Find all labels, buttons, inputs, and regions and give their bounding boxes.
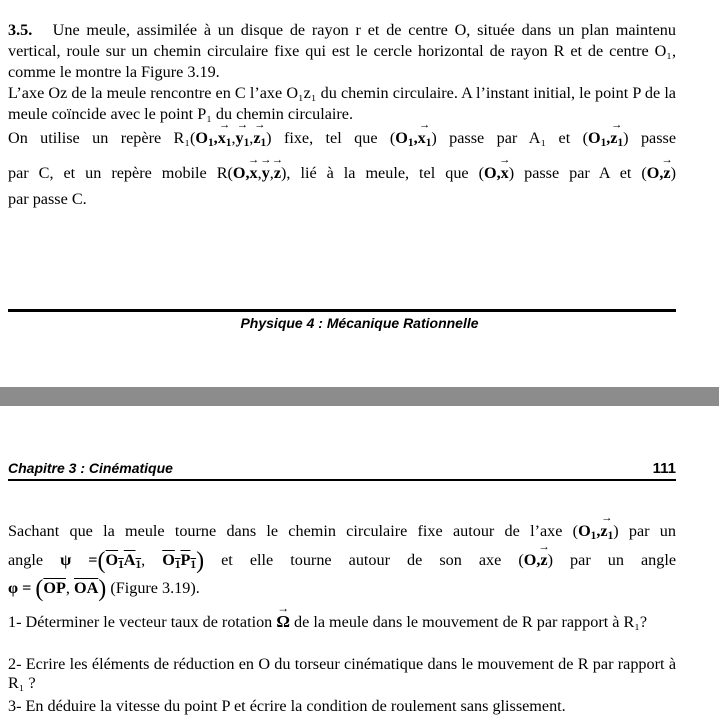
phi-symbol: φ = (8, 579, 32, 597)
s1-start: Sachant que la meule tourne dans le chemin circulaire fixe autour de l’axe ( (8, 522, 579, 540)
exercise-paragraph-1 (8, 20, 676, 82)
footer-rule (8, 309, 676, 312)
q1-part-a: 1- Déterminer le vecteur taux de rotation (8, 613, 273, 631)
exercise-paragraph-3-line-2: par C, et un repère mobile R(O,→ x,→ y,→ z), lié à la meule, tel que (O,→ x) passe par A et (O,→ z) (8, 163, 676, 184)
exercise-paragraph-3-line-1: On utilise un repère $R_1(O_1,\to x_1,\to y_1,\to z_1)$ fixe, tel que $(O_1,\to x_1)$ passe par A₁ et $(O_1,\to z_1)$ passe (8, 128, 676, 154)
figure-reference: (Figure 3.19). (110, 579, 200, 597)
question-2 (8, 655, 676, 693)
header-rule (8, 479, 676, 481)
chapter-title: Chapitre 3 : Cinématique (8, 460, 173, 476)
q3-text: 3- En déduire la vitesse du point P et écrire la condition de roulement sans glissement. (8, 697, 566, 715)
question-3 (8, 696, 676, 717)
paragraph-2-text: L’axe Oz de la meule rencontre en C l’axe O₁z₁ du chemin circulaire. A l’instant initial, le point P de la meule coïncide avec le point P₁ du chemin circulaire. (8, 84, 676, 123)
p3-line3: par passe C. (8, 190, 87, 208)
p3-line2-mid2: ) passe par A et ( (508, 164, 647, 182)
paragraph-1-text: Une meule, assimilée à un disque de rayon r et de centre O, située dans un plan maintenu vertical, roule sur un chemin circulaire fixe qui est le cercle horizontal de rayon R et de centre O₁, comme le montre la Figure 3.19. (8, 21, 676, 81)
p3-line1-mid2: ) passe par A₁ et ( (431, 129, 588, 147)
s2-by-angle: par un angle (570, 551, 677, 569)
p3-line1-start: On utilise un repère R₁( (8, 129, 196, 147)
s1-end: ) par un (613, 522, 676, 540)
p3-line1-mid1: ) fixe, tel que ( (266, 129, 396, 147)
question-1: 1- Déterminer le vecteur taux de rotation → Ω de la meule dans le mouvement de R par rapport à R₁? (8, 612, 676, 632)
exercise-number: 3.5. (8, 21, 33, 39)
p3-line2-mid1: ), lié à la meule, tel que ( (281, 164, 484, 182)
page-separator (0, 387, 719, 406)
p3-line2-start: par C, et un repère mobile R( (8, 164, 233, 182)
p3-line1-end: ) passe (623, 129, 677, 147)
s2-mid: et elle tourne autour de son axe (221, 551, 502, 569)
q1-part-b: de la meule dans le mouvement de R par rapport à R₁? (294, 613, 648, 631)
p3-line2-end: ) (670, 164, 676, 182)
statement-line-3: $\varphi = (\overline{OP}$, $\overline{OA}$) (Figure 3.19). (8, 576, 200, 602)
statement-line-2: angle $\psi =(O_1A_1$, $O_1P_1$) et elle tourne autour de son axe (O,→ z) par un angle (8, 550, 676, 576)
statement-line-1: Sachant que la meule tourne dans le chemin circulaire fixe autour de l’axe $(O_1,\to z_1)$ par un (8, 521, 676, 547)
psi-symbol: ψ = (60, 551, 98, 569)
q2-text: 2- Ecrire les éléments de réduction en O du torseur cinématique dans le mouvement de R par rapport à R₁ ? (8, 655, 676, 692)
footer-title: Physique 4 : Mécanique Rationnelle (240, 315, 479, 331)
page-number: 111 (652, 460, 676, 477)
exercise-paragraph-2 (8, 83, 676, 125)
exercise-paragraph-3-line-3 (8, 189, 676, 210)
s2-angle: angle (8, 551, 44, 569)
